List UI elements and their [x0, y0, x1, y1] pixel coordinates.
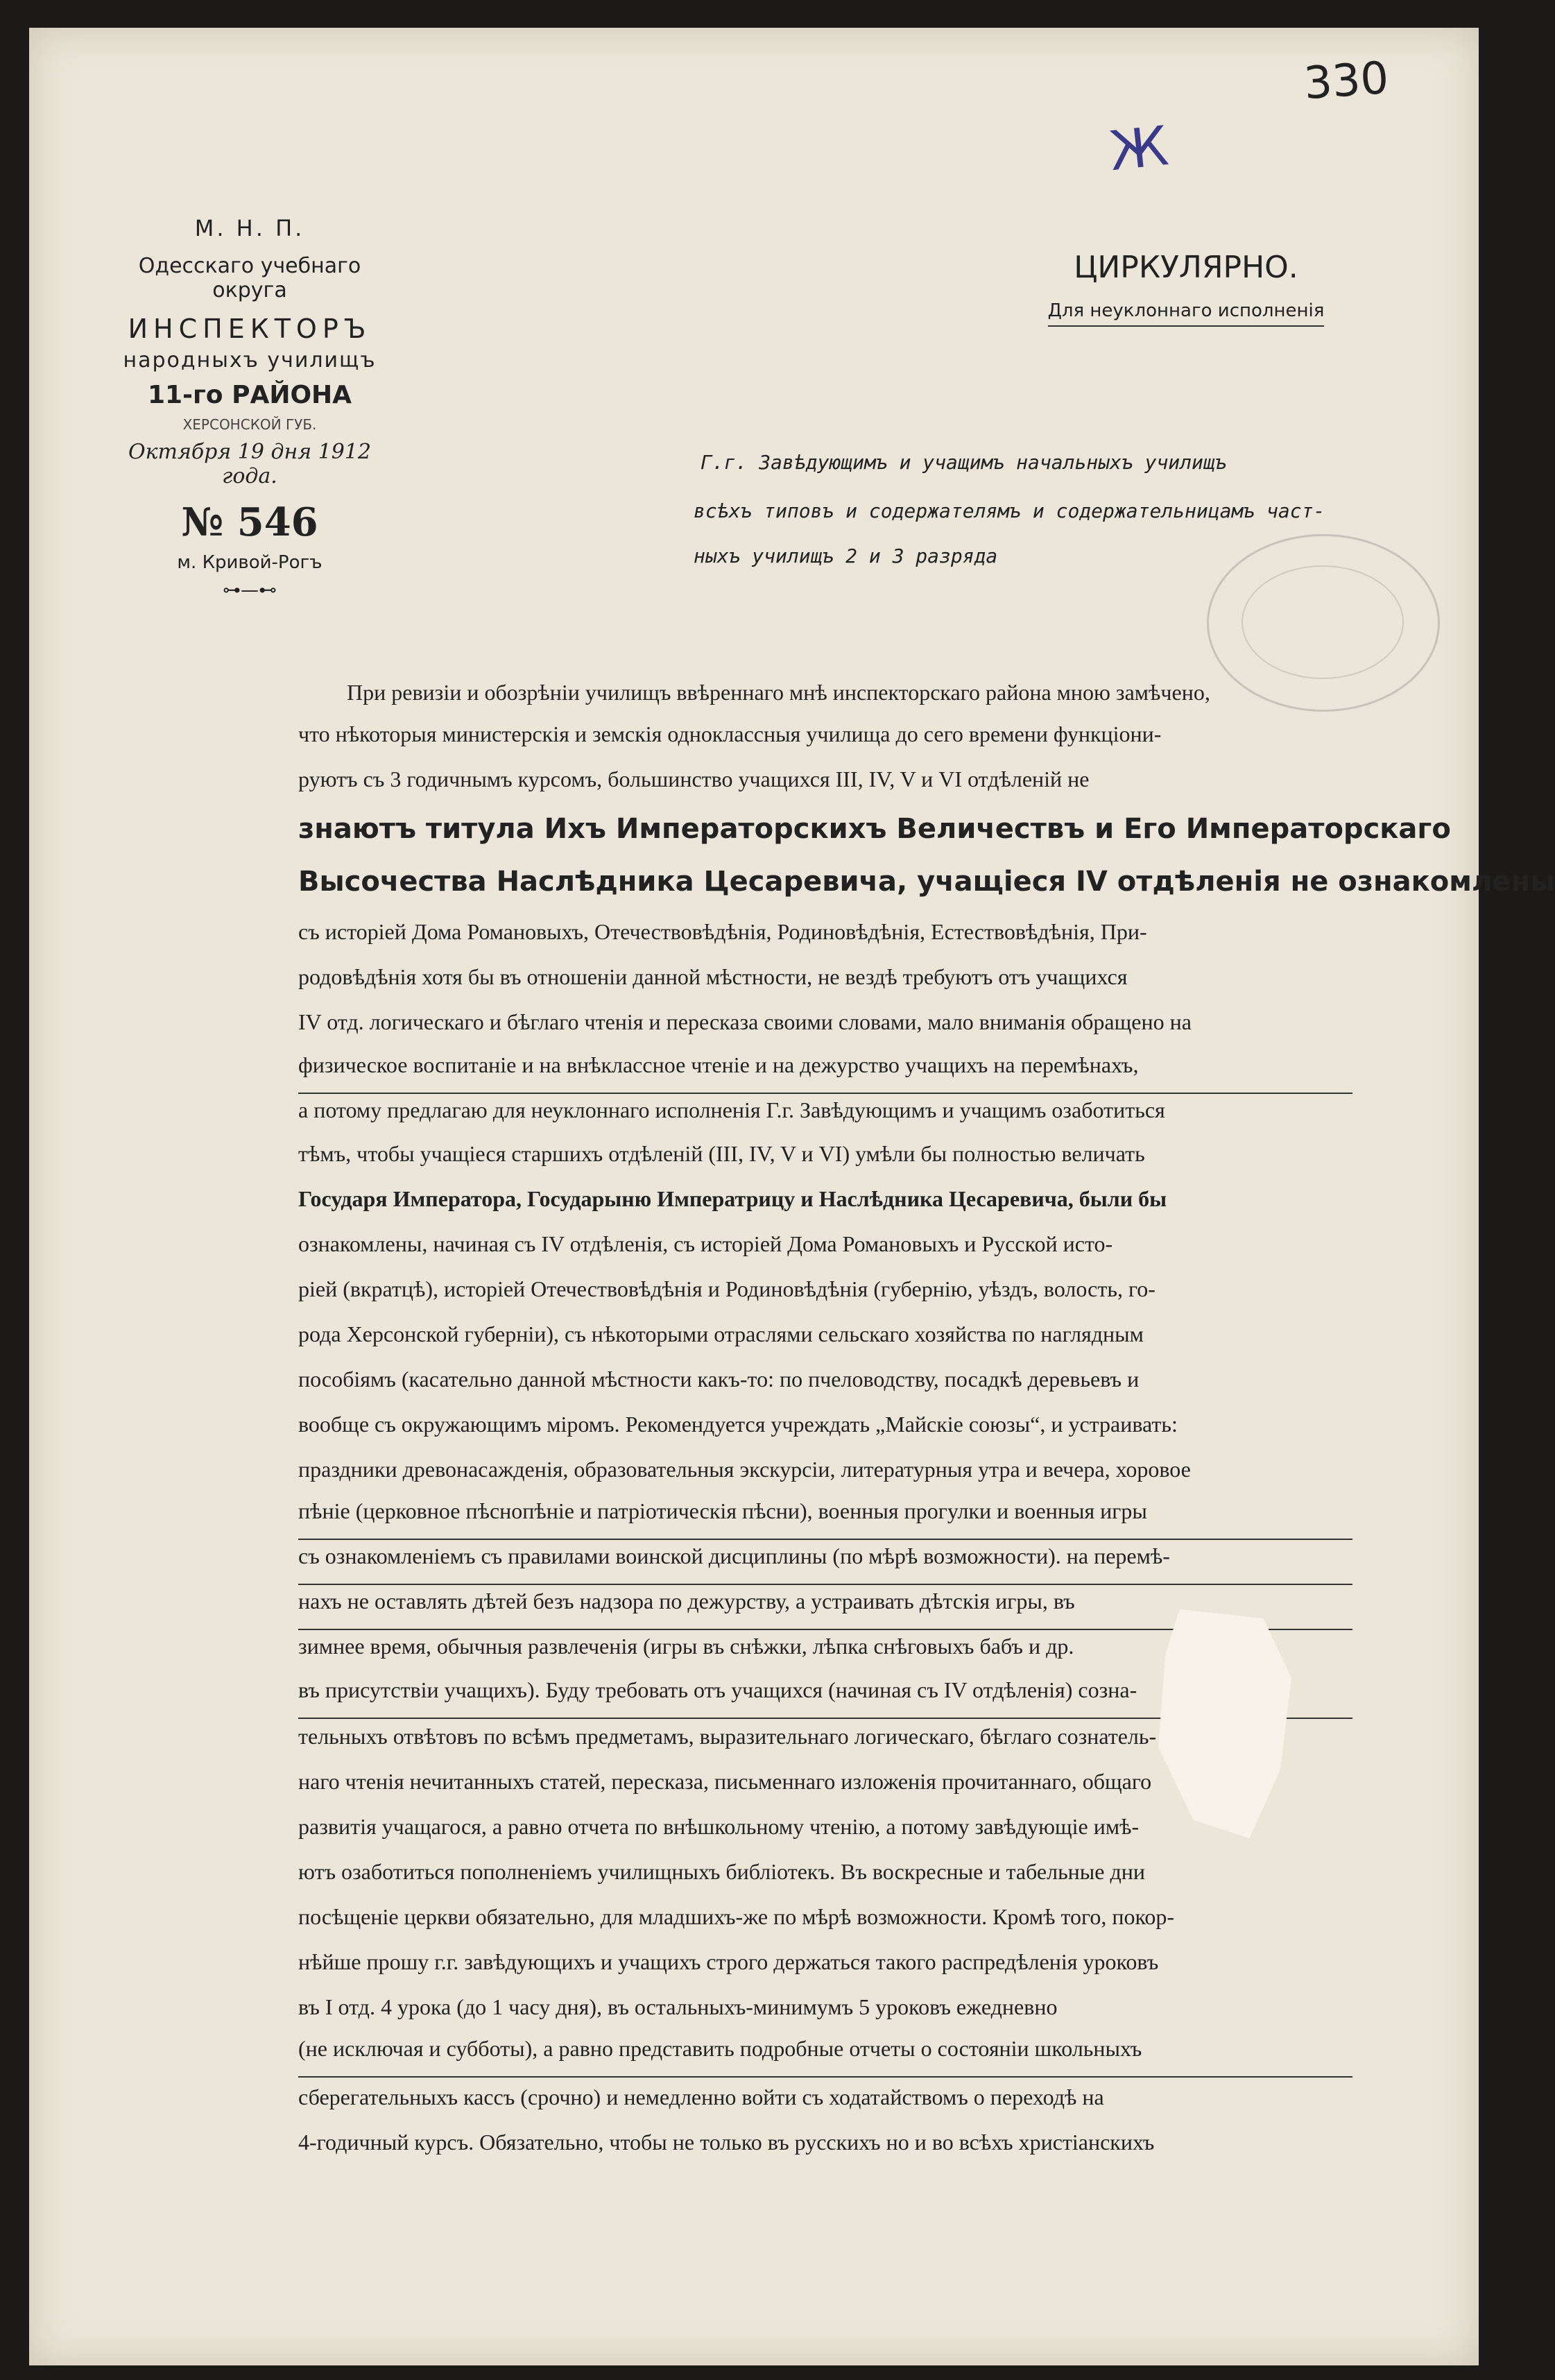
title-line-2: народныхъ училищъ	[123, 348, 377, 373]
body-line: ознакомлены, начиная съ IV отдѣленія, съ исторіей Дома Романовыхъ и Русской исто-	[298, 1231, 1113, 1256]
body-line: При ревизіи и обозрѣніи училищъ ввѣреннаго мнѣ инспекторскаго района мною замѣчено,	[347, 680, 1210, 705]
body-line: родовѣдѣнія хотя бы въ отношеніи данной мѣстности, не вездѣ требуютъ отъ учащихся	[298, 964, 1128, 989]
org-line-2: Одесскаго учебнаго округа	[138, 254, 361, 302]
address-line-2: всѣхъ типовъ и содержателямъ и содержательницамъ част-	[694, 499, 1325, 522]
title-line-1: ИНСПЕКТОРЪ	[128, 314, 372, 344]
body-line: въ присутствіи учащихъ). Буду требовать отъ учащихся (начиная съ IV отдѣленія) созна-	[298, 1677, 1352, 1719]
province-line: ХЕРСОНСКОЙ ГУБ.	[182, 416, 317, 433]
district-line: 11-го РАЙОНА	[147, 381, 352, 409]
document-number: № 546	[181, 499, 318, 545]
ornament: ⊶—⊷	[223, 580, 277, 601]
letterhead	[104, 215, 395, 601]
body-line: наго чтенія нечитанныхъ статей, пересказа, письменнаго изложенія прочитаннаго, общаго	[298, 1769, 1152, 1794]
address-line-1: Г.г. Завѣдующимъ и учащимъ начальныхъ училищъ	[701, 451, 1227, 474]
body-line: нахъ не оставлять дѣтей безъ надзора по дежурству, а устраивать дѣтскія игры, въ	[298, 1589, 1352, 1630]
body-line: съ исторіей Дома Романовыхъ, Отечествовѣдѣнія, Родиновѣдѣнія, Естествовѣдѣнія, При-	[298, 919, 1147, 944]
body-line: съ ознакомленіемъ съ правилами воинской дисциплины (по мѣрѣ возможности). на перемѣ-	[298, 1543, 1352, 1585]
body-line: развитія учащагося, а равно отчета по внѣшкольному чтенію, а потому завѣдующіе имѣ-	[298, 1814, 1140, 1839]
body-line: зимнее время, обычныя развлеченія (игры въ снѣжки, лѣпка снѣговыхъ бабъ и др.	[298, 1634, 1074, 1659]
body-line: праздники древонасажденія, образовательныя экскурсіи, литературныя утра и вечера, хоровое	[298, 1457, 1191, 1482]
body-line: Высочества Наслѣдника Цесаревича, учащіеся IV отдѣленія не ознакомлены	[298, 866, 1555, 898]
faded-stamp-inner	[1242, 565, 1404, 679]
body-line: руютъ съ 3 годичнымъ курсомъ, большинство учащихся III, IV, V и VI отдѣленій не	[298, 767, 1090, 791]
body-line: ютъ озаботиться пополненіемъ училищныхъ библіотекъ. Въ воскресные и табельные дни	[298, 1859, 1146, 1884]
body-line: а потому предлагаю для неуклоннаго исполненія Г.г. Завѣдующимъ и учащимъ озаботиться	[298, 1097, 1165, 1122]
body-line: знаютъ титула Ихъ Императорскихъ Величествъ и Его Императорскаго	[298, 813, 1451, 845]
circular-title: ЦИРКУЛЯРНО.	[1074, 250, 1298, 285]
body-line: Государя Императора, Государыню Императрицу и Наслѣдника Цесаревича, были бы	[298, 1186, 1167, 1211]
address-line-3: ныхъ училищъ 2 и 3 разряда	[694, 545, 998, 567]
body-line: рода Херсонской губерніи), съ нѣкоторыми отраслями сельскаго хозяйства по наглядным	[298, 1321, 1144, 1346]
body-line: 4-годичный курсъ. Обязательно, чтобы не только въ русскихъ но и во всѣхъ христіанскихъ	[298, 2130, 1155, 2155]
body-line: тѣмъ, чтобы учащіеся старшихъ отдѣленій (III, IV, V и VI) умѣли бы полностью величать	[298, 1141, 1145, 1166]
circular-subtitle: Для неуклоннаго исполненія	[1048, 300, 1325, 327]
body-line: (не исключая и субботы), а равно представить подробные отчеты о состояніи школьныхъ	[298, 2036, 1352, 2078]
place-line: м. Кривой-Рогъ	[177, 552, 323, 573]
body-line: IV отд. логическаго и бѣглаго чтенія и пересказа своими словами, мало вниманія обращено на	[298, 1009, 1192, 1034]
body-line: нѣйше прошу г.г. завѣдующихъ и учащихъ строго держаться такого распредѣленія уроковъ	[298, 1949, 1159, 1974]
body-line: посѣщеніе церкви обязательно, для младшихъ-же по мѣрѣ возможности. Кромѣ того, покор-	[298, 1904, 1175, 1929]
body-line: пособіямъ (касательно данной мѣстности какъ-то: по пчеловодству, посадкѣ деревьевъ и	[298, 1367, 1140, 1392]
body-line: ріей (вкратцѣ), исторіей Отечествовѣдѣнія и Родиновѣдѣнія (губернію, уѣздъ, волость, го-	[298, 1276, 1155, 1301]
body-line: физическое воспитаніе и на внѣклассное чтеніе и на дежурство учащихъ на перемѣнахъ,	[298, 1052, 1352, 1094]
body-line: пѣніе (церковное пѣснопѣніе и патріотическія пѣсни), военныя прогулки и военныя игры	[298, 1498, 1352, 1540]
handwritten-mark: Ж	[1106, 114, 1171, 184]
handwritten-page-number: 330	[1302, 52, 1391, 110]
body-line: въ I отд. 4 урока (до 1 часу дня), въ остальныхъ-минимумъ 5 уроковъ ежедневно	[298, 1994, 1058, 2019]
body-line: что нѣкоторыя министерскія и земскія одноклассныя училища до сего времени функціони-	[298, 721, 1162, 746]
body-line: вообще съ окружающимъ міромъ. Рекомендуется учреждать „Майскіе союзы“, и устраивать:	[298, 1412, 1178, 1437]
body-line: тельныхъ отвѣтовъ по всѣмъ предметамъ, выразительнаго логическаго, бѣглаго сознатель-	[298, 1724, 1157, 1749]
org-line-1: М. Н. П.	[194, 215, 305, 241]
body-line: сберегательныхъ кассъ (срочно) и немедленно войти съ ходатайствомъ о переходѣ на	[298, 2084, 1104, 2109]
date-line: Октября 19 дня 1912 года.	[128, 440, 371, 488]
circular-block	[992, 250, 1380, 327]
